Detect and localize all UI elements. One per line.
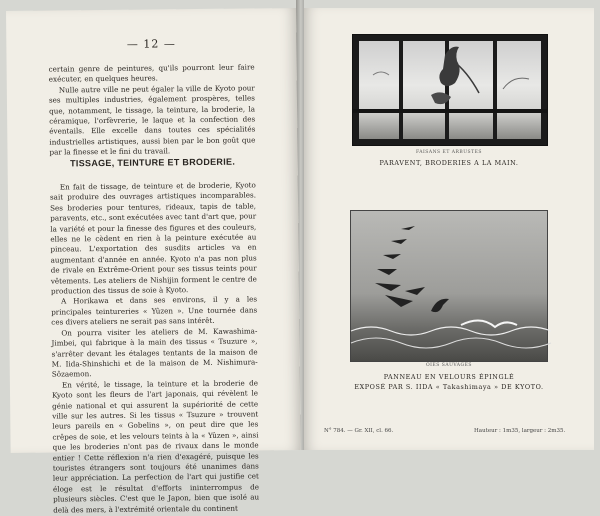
section-heading: TISSAGE, TEINTURE ET BRODERIE. — [70, 156, 236, 169]
goose-shape — [375, 283, 401, 291]
geese-velvet-panel-plate — [350, 210, 548, 362]
body-paragraph: On pourra visiter les ateliers de M. Kawashima-Jimbei, qui fabrique à la main des tissus « Tsuzure », s'arrêter devant les étalages tentants de la maison de M. Iida-Shinshichi et de la maison de M. Nishimura-Sôzaemon. — [51, 326, 258, 379]
body-paragraph: A Horikawa et dans ses environs, il y a les principales teintureries « Yûzen ». Une tournée dans ces divers ateliers ne serait pas sans intérêt. — [51, 294, 258, 327]
branch-shape — [373, 72, 389, 75]
intro-paragraph: certain genre de peintures, qu'ils pourront leur faire exécuter, en quelques heures. — [48, 62, 255, 84]
geese-illustration — [351, 211, 547, 361]
screen-embroidery-plate — [352, 34, 548, 146]
pheasant-shape — [439, 47, 459, 86]
goose-shape — [431, 299, 449, 312]
goose-shape — [383, 254, 401, 259]
intro-text — [49, 62, 256, 158]
catalog-number: N° 784. — Gr. XII, cl. 66. — [324, 428, 394, 434]
body-paragraph: En fait de tissage, de teinture et de broderie, Kyoto sait produire des ouvrages artistiques incomparables. Ses broderies pour tentures, rideaux, tapis de table, paravents, etc., sont exécutées avec tant d'art que, pour la variété et pour la finesse des figures et des couleurs, elles ne le cèdent en rien à la peinture exécutée au pinceau. L'exportation des susdits articles va en augmentant d'année en année. Kyoto n'a pas non plus de rivale en Extrême-Orient pour ses tissus teints pour vêtements. Les ateliers de Nishijin forment le centre de production des tissus de soie à Kyoto. — [49, 180, 257, 296]
goose-shape — [401, 226, 415, 230]
bottom-plate-small-caption: OIES SAUVAGES — [425, 363, 473, 368]
wave-crest — [461, 320, 517, 327]
dimensions: Hauteur : 1m35, largeur : 2m35. — [474, 428, 566, 434]
goose-shape — [385, 295, 413, 307]
goose-shape — [405, 287, 425, 295]
pheasant-illustration — [353, 35, 547, 145]
left-page — [6, 8, 301, 515]
goose-shape — [377, 269, 397, 275]
body-text — [50, 180, 259, 515]
right-page — [304, 8, 594, 450]
branch-shape — [503, 78, 529, 89]
top-plate-caption: PARAVENT, BRODERIES A LA MAIN. — [379, 159, 519, 167]
wave-line — [351, 327, 551, 335]
intro-paragraph: Nulle autre ville ne peut égaler la ville de Kyoto pour ses multiples industries, également prospères, telles que, notamment, le tissage, la teinture, la broderie, la céramique, l'orfèvrerie, le laque et la confection des éventails. Elle excelle dans toutes ces spécialités industrielles artistiques, aussi bien par le bon goût que par la finesse et le fini du travail. — [48, 83, 256, 157]
wave-line — [351, 338, 551, 348]
body-paragraph: En vérité, le tissage, la teinture et la broderie de Kyoto sont les fleurs de l'art japonais, qui révèlent le génie national et qui assurent la supériorité de cette ville sur les autres. Si les tissus « Tsuzure » trouvent leurs pareils en « Gobelins », on peut dire que les crêpes de soie, et les velours teints à la « Yûzen », ainsi que les broderies n'ont pas de rivaux dans le monde entier ! Cette réflexion n'a rien d'exagéré, puisque les touristes étrangers sont toujours été unanimes dans leur appréciation. La perfection de l'art qui justifie cet éloge est le résultat d'efforts ininterrompus de plusieurs siècles. C'est que le Japon, bien que isolé au delà des mers, à l'extrémité orientale du continent — [51, 378, 260, 515]
top-plate-small-caption: FAISANS ET ARBUSTES — [416, 150, 482, 155]
bottom-plate-caption-line2: EXPOSÉ PAR S. IIDA « Takashimaya » DE KYOTO. — [354, 383, 544, 391]
goose-shape — [391, 239, 407, 244]
page-number: — 12 — — [126, 37, 176, 51]
bottom-plate-caption-line1: PANNEAU EN VELOURS ÉPINGLÉ — [383, 373, 515, 381]
pheasant-shape — [431, 92, 451, 104]
